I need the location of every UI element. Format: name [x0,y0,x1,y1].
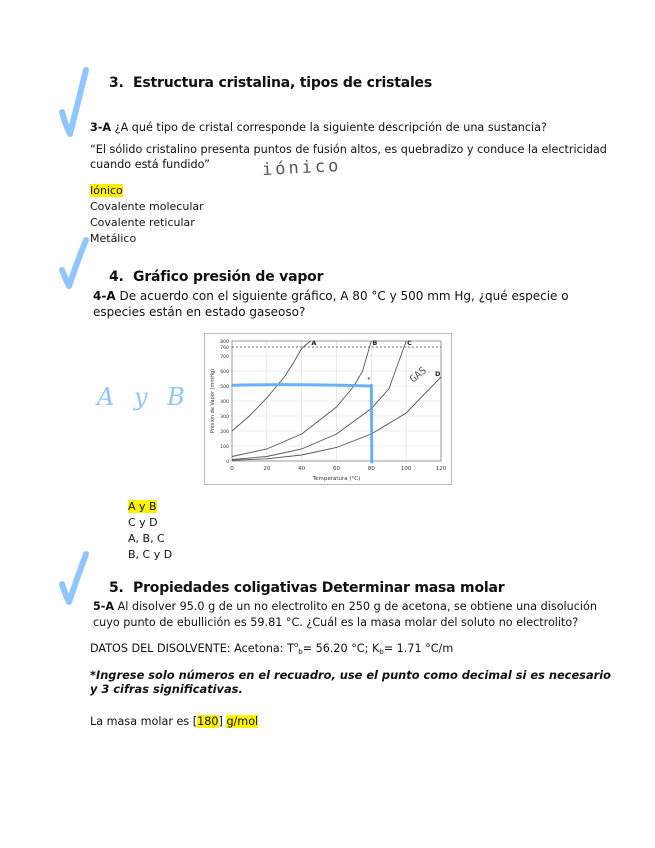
checkmark-icon [52,62,92,140]
q4-question-line1 [93,289,569,305]
x-tick-label: 100 [400,466,412,472]
x-axis-label: Temperatura (°C) [312,476,361,482]
q5-answer-unit: g/mol [226,715,259,728]
q5-question-line2: cuyo punto de ebullición es 59.81 °C. ¿Cuál es la masa molar del soluto no electrolito? [93,616,579,629]
q5-label: 5-A [93,600,115,613]
q3-heading-number: 3. [109,75,124,91]
x-tick-label: 120 [435,466,447,472]
vapor-pressure-chart-frame [204,333,452,485]
q5-note-line2: y 3 cifras significativas. [90,682,243,696]
q4-option-2[interactable] [128,531,172,547]
ink-vertical-line [371,385,372,462]
q3-option-0[interactable] [90,183,204,199]
y-axis-label: Presión de Vapor (mmHg) [210,368,216,434]
q3-heading [109,75,432,91]
q5-heading [109,580,504,596]
q4-question-line2: especies están en estado gaseoso? [93,305,306,319]
q5-datos-sup: o [293,641,299,649]
q3-options [90,183,204,247]
q5-question-text: Al disolver 95.0 g de un no electrolito en 250 g de acetona, se obtiene una disolución [117,600,597,613]
y-tick-label: 300 [220,415,229,420]
y-tick-label: 400 [220,400,229,405]
ink-gas-label: GAS [407,365,429,386]
q4-question-text: De acuerdo con el siguiente gráfico, A 80 °C y 500 mm Hg, ¿qué especie o [119,289,569,303]
q3-question [90,120,547,136]
q3-option-3-label: Metálico [90,232,137,245]
q3-option-1-label: Covalente molecular [90,200,204,213]
q3-heading-text: Estructura cristalina, tipos de cristales [133,75,432,91]
q5-datos-sub2: b [379,648,384,656]
x-tick-label: 0 [230,466,234,472]
y-tick-label: 100 [220,445,229,450]
q3-quote-line1: “El sólido cristalino presenta puntos de fusión altos, es quebradizo y conduce la electricidad [90,143,607,156]
q5-answer-prefix: La masa molar es [ [90,715,198,728]
q4-option-0-label: A y B [128,500,157,513]
vapor-pressure-chart [205,334,451,484]
q5-datos-prefix: DATOS DEL DISOLVENTE: Acetona: T [90,642,294,655]
q4-option-0[interactable] [128,499,172,515]
q3-option-1[interactable] [90,199,204,215]
y-tick-label: 500 [220,385,229,390]
q4-option-2-label: A, B, C [128,532,165,545]
q5-note-line1: *Ingrese solo números en el recuadro, use el punto como decimal si es necesario [90,668,611,682]
y-tick-label: 0 [226,460,229,465]
checkmark-icon [52,234,92,292]
series-line-c [232,341,406,460]
q4-heading [109,269,323,285]
q3-option-2[interactable] [90,215,204,231]
q4-label: 4-A [93,289,116,303]
x-tick-label: 60 [333,466,340,472]
q3-quote-line2: cuando está fundido” [90,158,210,171]
q5-heading-number: 5. [109,580,124,596]
x-tick-label: 20 [263,466,271,472]
q4-heading-text: Gráfico presión de vapor [133,269,324,285]
q5-heading-text: Propiedades coligativas Determinar masa molar [133,580,505,596]
q4-handwritten-answer: A y B [97,383,191,411]
q5-answer [90,714,258,730]
q4-heading-number: 4. [109,269,124,285]
y-tick-label: 760 [220,346,229,351]
series-label-d: D [435,370,441,378]
series-label-b: B [372,339,378,347]
series-label-a: A [311,339,317,347]
q5-answer-close: ] [218,715,223,728]
q5-datos-mid: = 56.20 °C; K [302,642,380,655]
ink-marker: * [367,376,371,384]
q5-datos-sub1: b [298,648,303,656]
q4-option-1-label: C y D [128,516,158,529]
q4-options [128,499,172,563]
q5-datos [90,638,453,661]
q3-question-text: ¿A qué tipo de cristal corresponde la siguiente descripción de una sustancia? [114,121,547,134]
q3-option-2-label: Covalente reticular [90,216,195,229]
y-tick-label: 800 [220,340,229,345]
q5-datos-suffix: = 1.71 °C/m [383,642,454,655]
q4-option-1[interactable] [128,515,172,531]
q3-label: 3-A [90,121,112,134]
series-label-c: C [407,339,412,347]
y-tick-label: 700 [220,355,229,360]
q5-question-line1 [93,599,597,615]
checkmark-icon [52,548,92,608]
x-tick-label: 40 [298,466,306,472]
q4-option-3-label: B, C y D [128,548,173,561]
q3-handwritten-answer: iónico [261,155,342,181]
q3-option-3[interactable] [90,231,204,247]
q5-answer-input[interactable]: 180 [197,715,219,728]
y-tick-label: 600 [220,370,229,375]
y-tick-label: 200 [220,430,229,435]
q3-option-0-label: Iónico [90,184,123,197]
q4-option-3[interactable] [128,547,172,563]
ink-horizontal-line [233,385,370,386]
x-tick-label: 80 [367,466,375,472]
